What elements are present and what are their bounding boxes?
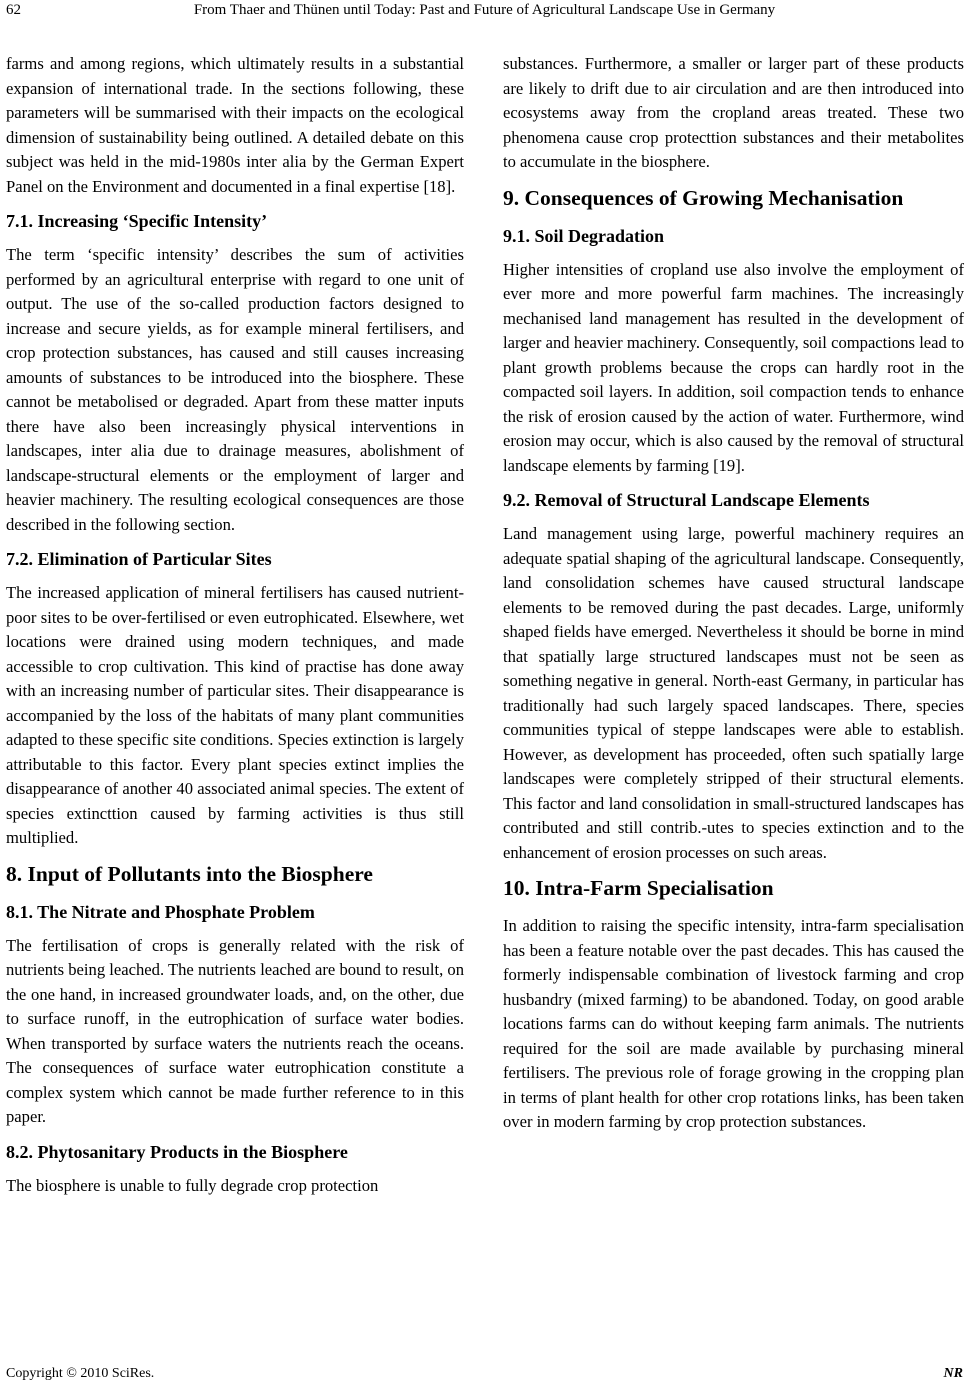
running-title: From Thaer and Thünen until Today: Past and Future of Agricultural Landscape Use in Germany [193, 2, 776, 18]
heading-7-2: 7.2. Elimination of Particular Sites [6, 549, 272, 569]
copyright-notice: Copyright © 2010 SciRes. [6, 1366, 155, 1381]
right-column [503, 52, 964, 1145]
paragraph-continued: substances. Furthermore, a smaller or larger part of these products are likely to drift due to air circulation and are then introduced into ecosystems away from the cropland areas treated. These two phenomena cause crop protecttion substances and their metabolites to accumulate in the biosphere. [503, 54, 964, 171]
page-number: 62 [6, 2, 21, 18]
paragraph-9-1: Higher intensities of cropland use also involve the employment of ever more and more powerful farm machines. The increasingly mechanised land management has resulted in the development of larger and heavier machinery. Consequently, soil compactions lead to plant growth problems because the crops can hardly root in the compacted soil layers. In addition, soil compaction tends to enhance the risk of erosion caused by the action of water. Furthermore, wind erosion may occur, which is also caused by the removal of structural landscape elements by farming [19]. [503, 259, 964, 475]
heading-7-1: 7.1. Increasing ‘Specific Intensity’ [6, 211, 268, 231]
left-column [6, 52, 464, 1208]
journal-abbreviation: NR [943, 1366, 963, 1381]
heading-8-1: 8.1. The Nitrate and Phosphate Problem [6, 901, 315, 922]
heading-9-1: 9.1. Soil Degradation [503, 225, 665, 246]
paragraph-8-1: The fertilisation of crops is generally related with the risk of nutrients being leached. The nutrients leached are bound to result, on the one hand, in increased groundwater loads, and, on the other, due to surface runoff, in the eutrophication of surface water bodies. When transported by surface waters the nutrients reach the oceans. The consequences of surface water eutrophication constitute a complex system which cannot be made further reference to in this paper. [6, 935, 464, 1126]
paragraph-9-2: Land management using large, powerful machinery requires an adequate spatial shaping of the agricultural landscape. Consequently, land consolidation schemes have caused structural landscape elements to be removed during the past decades. Large, uniformly shaped fields have emerged. Nevertheless it should be borne in mind that spatially large structured landscapes must not be seen as something negative in general. North-east Germany, in particular has traditionally had such largely spaced landscapes. There, species communities typical of steppe landscapes were able to establish. However, as development has proceeded, often such spatially large landscapes were completely stripped of their structural elements. This factor and land consolidation in small-structured landscapes has contributed and still contrib.-utes to species extinction and to the enhancement of erosion processes on such areas. [503, 524, 964, 862]
heading-9-2: 9.2. Removal of Structural Landscape Elements [503, 490, 870, 510]
paragraph-7-2: The increased application of mineral fertilisers has caused nutrient-poor sites to be over-fertilised or even eutrophicated. Elsewhere, wet locations were drained using modern techniques, and made accessible to crop cultivation. This kind of practise has done away with an increasing number of particular sites. Their disappearance is accompanied by the loss of the habitats of many plant communities adapted to these specific site conditions. Species extinction is largely attributable to this factor. Every plant species extinct implies the disappearance of another 40 associated animal species. The extent of species extincttion caused by farming activities is thus still multiplied. [6, 583, 464, 847]
heading-8: 8. Input of Pollutants into the Biosphere [6, 861, 373, 886]
paragraph-intro: farms and among regions, which ultimately results in a substantial expansion of international trade. In the sections following, these parameters will be summarised with their impacts on the ecological dimension of sustainability being outlined. A detailed debate on this subject was held in the mid-1980s inter alia by the German Expert Panel on the Environment and documented in a final expertise [18]. [6, 54, 464, 196]
paragraph-7-1: The term ‘specific intensity’ describes the sum of activities performed by an agricultural enterprise with regard to one unit of output. The use of the so-called production factors designed to increase and secure yields, as for example mineral fertilisers, and crop protection substances, has caused and still causes increasing amounts of substances to be introduced into the biosphere. These cannot be metabolised or degraded. Apart from these matter inputs there have also been increasingly physical interventions in landscapes, inter alia due to drainage measures, abolishment of landscape-structural elements or the employment of larger and heavier machinery. The resulting ecological consequences are those described in the following section. [6, 245, 464, 534]
page-header [0, 0, 969, 30]
heading-9: 9. Consequences of Growing Mechanisation [503, 185, 904, 210]
heading-8-2: 8.2. Phytosanitary Products in the Biosphere [6, 1141, 348, 1162]
heading-10: 10. Intra-Farm Specialisation [503, 876, 774, 900]
paragraph-8-2: The biosphere is unable to fully degrade crop protection [6, 1175, 379, 1195]
paragraph-10: In addition to raising the specific intensity, intra-farm specialisation has been a feature notable over the past decades. This has caused the formerly indispensable combination of livestock farming and crop husbandry (mixed farming) to be abandoned. Today, on good arable locations farms can do without keeping farm animals. The nutrients required for the soil are made available by purchasing mineral fertilisers. The previous role of forage growing in the cropping plan in terms of plant health for other crop rotations links, has been taken over in modern farming by crop protection substances. [503, 916, 964, 1131]
